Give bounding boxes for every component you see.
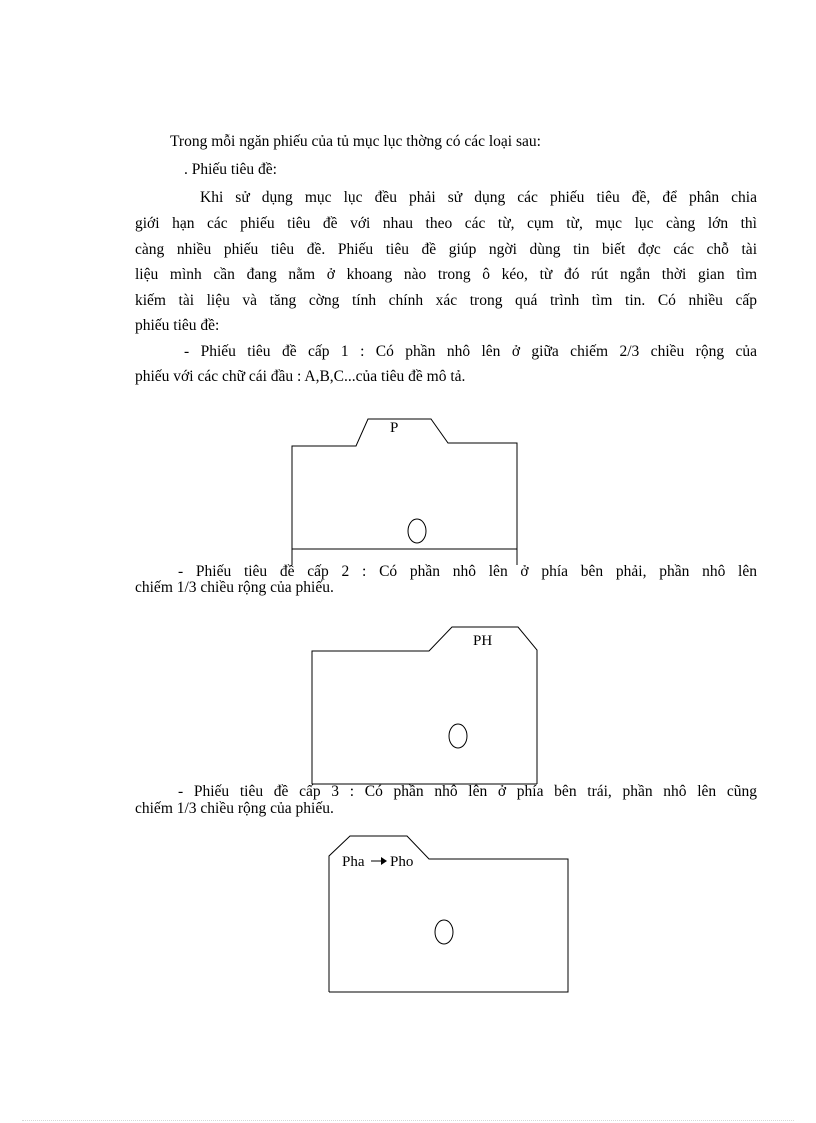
card1-label: P [390,420,399,436]
desc-line-3: càng nhiều phiếu tiêu đề. Phiếu tiêu đề giúp ngời dùng tin biết đợc các chỗ tài [135,241,757,258]
level2-line-2: chiếm 1/3 chiều rộng của phiếu. [135,579,334,596]
desc-line-1: Khi sử dụng mục lục đều phải sử dụng các phiếu tiêu đề, để phân chia [200,189,757,206]
desc-line-4: liệu mình cần đang nằm ở khoang nào trong ô kéo, từ đó rút ngắn thời gian tìm [135,266,757,283]
level3-line-2: chiếm 1/3 chiều rộng của phiếu. [135,800,334,817]
card3-label-from: Pha [342,854,365,870]
section-heading: . Phiếu tiêu đề: [184,161,277,178]
desc-line-2: giới hạn các phiếu tiêu đề với nhau theo các từ, cụm từ, mục lục càng lớn thì [135,215,757,232]
desc-line-6: phiếu tiêu đề: [135,317,220,334]
level2-line-1: - Phiếu tiêu đề cấp 2 : Có phần nhô lên ở phía bên phải, phần nhô lên [178,563,757,580]
page-bottom-border [22,1120,794,1121]
card3-label-to: Pho [390,854,414,870]
intro-text: Trong mỗi ngăn phiếu của tủ mục lục thờng có các loại sau: [170,133,541,150]
level3-line-1: - Phiếu tiêu đề cấp 3 : Có phần nhô lên ở phía bên trái, phần nhô lên cũng [178,783,757,800]
card2-label: PH [473,633,493,649]
card3-hole-icon [435,920,453,944]
level1-line-1: - Phiếu tiêu đề cấp 1 : Có phần nhô lên ở giữa chiếm 2/3 chiều rộng của [184,343,757,360]
desc-line-5: kiếm tài liệu và tăng cờng tính chính xác trong quá trình tìm tin. Có nhiều cấp [135,292,757,309]
level1-line-2: phiếu với các chữ cái đầu : A,B,C...của tiêu đề mô tả. [135,368,466,385]
